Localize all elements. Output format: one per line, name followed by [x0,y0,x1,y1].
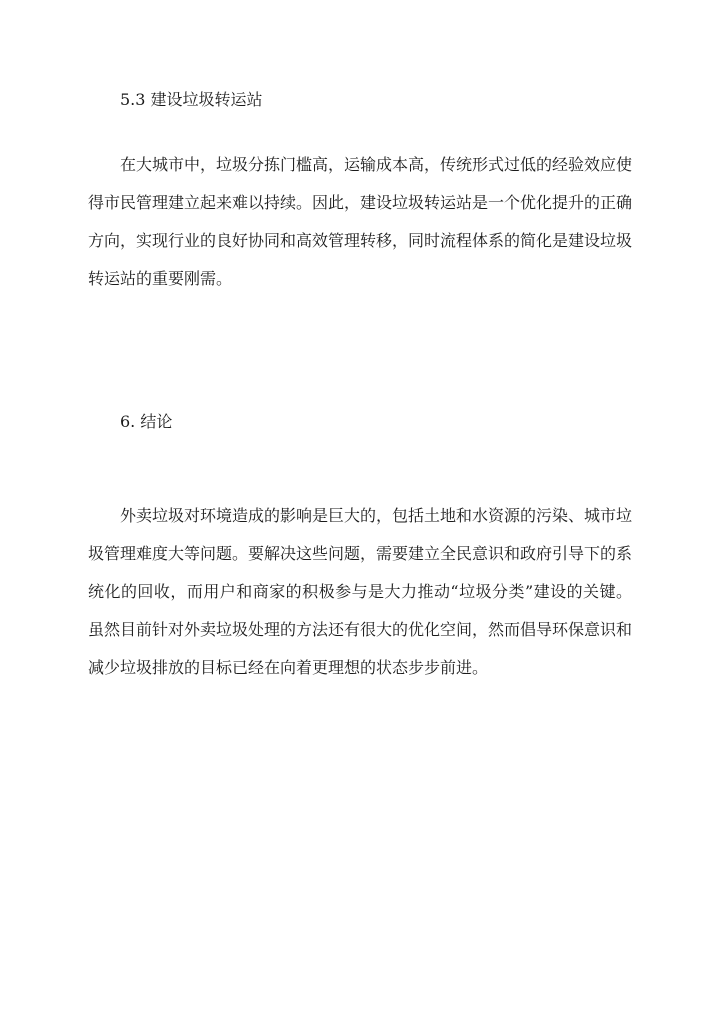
section-6-paragraph: 外卖垃圾对环境造成的影响是巨大的，包括土地和水资源的污染、城市垃圾管理难度大等问题。要解决这些问题，需要建立全民意识和政府引导下的系统化的回收，而用户和商家的积极参与是大力推动“垃圾分类”建设的关键。虽然目前针对外卖垃圾处理的方法还有很大的优化空间，然而倡导环保意识和减少垃圾排放的目标已经在向着更理想的状态步步前进。 [88,506,633,677]
section-6-heading: 6. 结论 [120,412,173,431]
section-5-3-heading: 5.3 建设垃圾转运站 [120,90,263,109]
section-5-3-paragraph: 在大城市中，垃圾分拣门槛高，运输成本高，传统形式过低的经验效应使得市民管理建立起来难以持续。因此，建设垃圾转运站是一个优化提升的正确方向，实现行业的良好协同和高效管理转移，同时流程体系的简化是建设垃圾转运站的重要刚需。 [88,155,633,288]
